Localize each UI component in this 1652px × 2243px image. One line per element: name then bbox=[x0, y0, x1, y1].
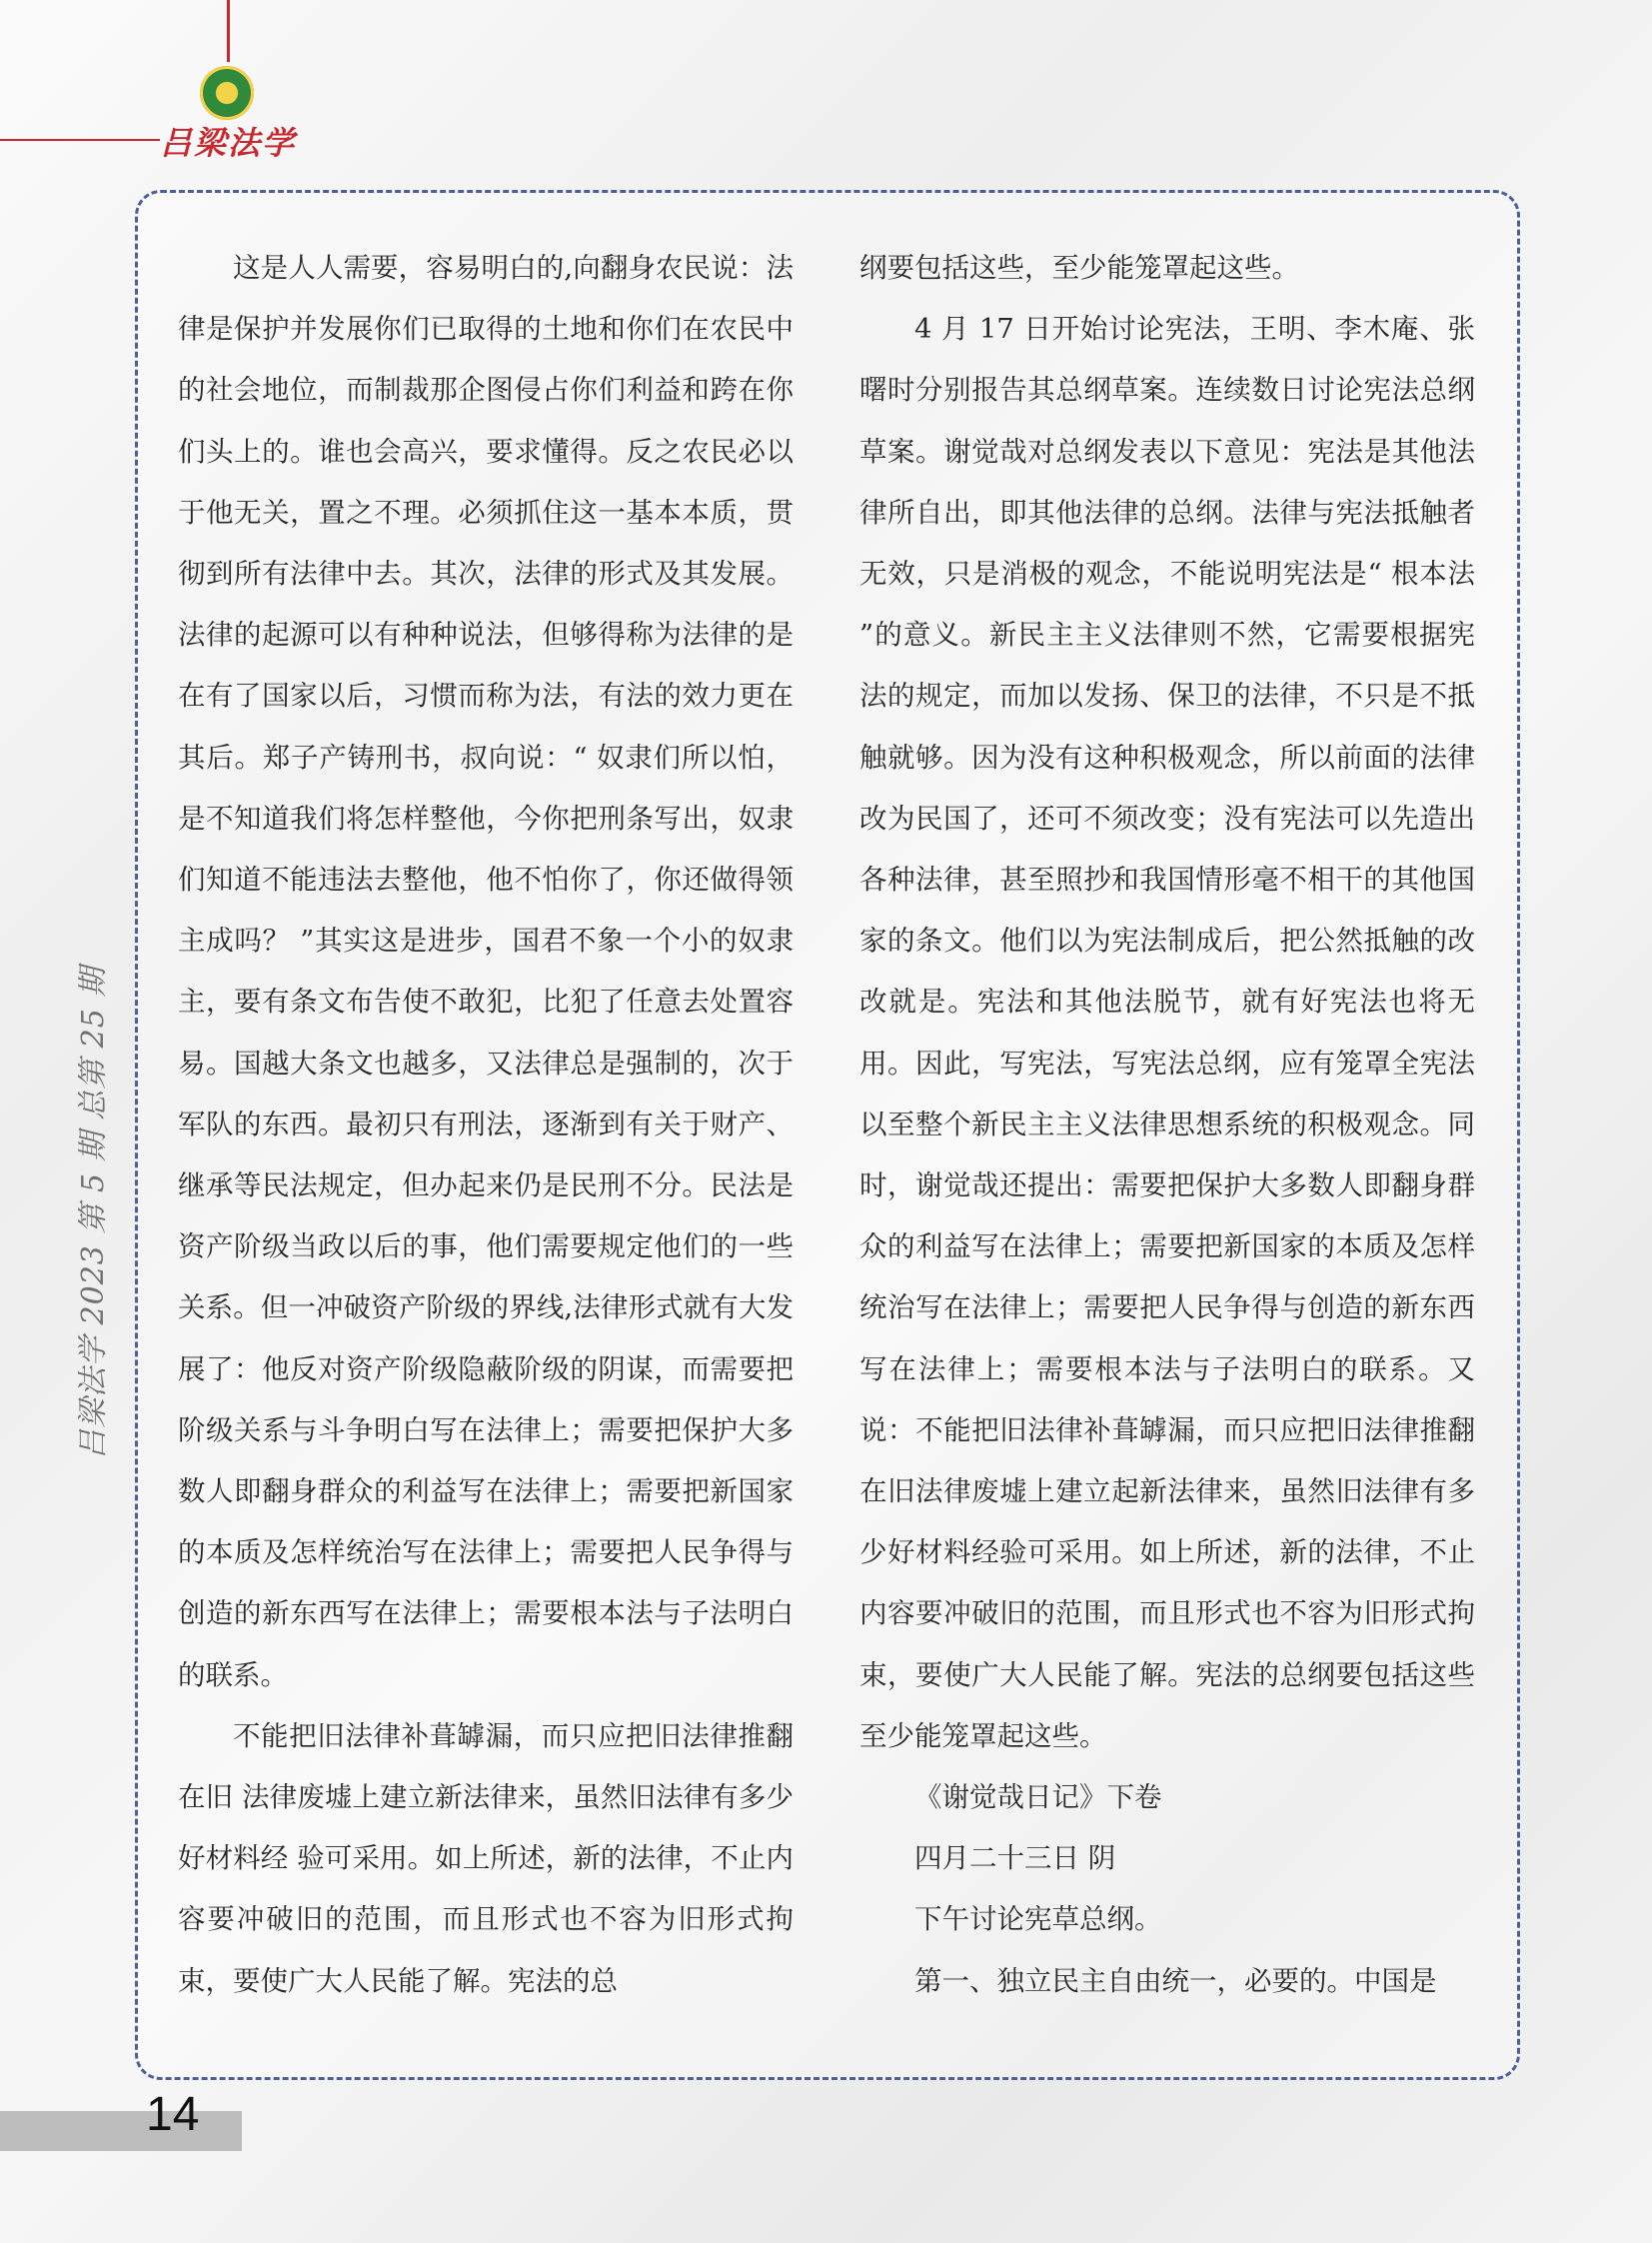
header-red-horizontal-line bbox=[0, 139, 160, 141]
left-column bbox=[178, 238, 794, 2012]
journal-issue-info: 吕梁法学 2023 第 5 期 总第 25 期 bbox=[76, 966, 111, 1459]
header-red-vertical-line bbox=[227, 0, 230, 62]
page-number-bar bbox=[0, 2111, 242, 2151]
right-diary-date: 四月二十三日 阴 bbox=[914, 1842, 1116, 1875]
right-paragraph-1: 4 月 17 日开始讨论宪法，王明、李木庵、张曙时分别报告其总纲草案。连续数日讨论宪法总纲草案。谢觉哉对总纲发表以下意见：宪法是其他法律所自出，即其他法律的总纲。法律与宪法抵触者无效，只是消极的观念，不能说明宪法是“ 根本法 ”的意义。新民主主义法律则不然，它需要根据宪法的规定，而加以发扬、保卫的法律，不只是不抵触就够。因为没有这种积极观念，所以前面的法律改为民国了，还可不须改变；没有宪法可以先造出各种法律，甚至照抄和我国情形毫不相干的其他国家的条文。他们以为宪法制成后，把公然抵触的改改就是。宪法和其他法脱节，就有好宪法也将无用。因此，写宪法，写宪法总纲，应有笼罩全宪法以至整个新民主主义法律思想系统的积极观念。同时，谢觉哉还提出：需要把保护大多数人即翻身群众的利益写在法律上；需要把新国家的本质及怎样统治写在法律上；需要把人民争得与创造的新东西写在法律上；需要根本法与子法明白的联系。又说：不能把旧法律补葺罅漏，而只应把旧法律推翻在旧法律废墟上建立起新法律来，虽然旧法律有多少好材料经验可采用。如上所述，新的法律，不止内容要冲破旧的范围，而且形式也不容为旧形式拘束，要使广大人民能了解。宪法的总纲要包括这些至少能笼罩起这些。 bbox=[859, 313, 1475, 1752]
left-paragraph-1: 这是人人需要，容易明白的,向翻身农民说：法律是保护并发展你们已取得的土地和你们在农民中的社会地位，而制裁那企图侵占你们利益和跨在你们头上的。谁也会高兴，要求懂得。反之农民必以于他无关，置之不理。必须抓住这一基本本质，贯彻到所有法律中去。其次，法律的形式及其发展。法律的起源可以有种种说法，但够得称为法律的是在有了国家以后，习惯而称为法，有法的效力更在其后。郑子产铸刑书，叔向说：“ 奴隶们所以怕，是不知道我们将怎样整他，今你把刑条写出，奴隶们知道不能违法去整他，他不怕你了，你还做得领主成吗？ ”其实这是进步，国君不象一个小的奴隶主，要有条文布告使不敢犯，比犯了任意去处置容易。国越大条文也越多，又法律总是强制的，次于军队的东西。最初只有刑法，逐渐到有关于财产、继承等民法规定，但办起来仍是民刑不分。民法是资产阶级当政以后的事，他们需要规定他们的一些关系。但一冲破资产阶级的界线,法律形式就有大发展了：他反对资产阶级隐蔽阶级的阴谋，而需要把阶级关系与斗争明白写在法律上；需要把保护大多数人即翻身群众的利益写在法律上；需要把新国家的本质及怎样统治写在法律上；需要把人民争得与创造的新东西写在法律上；需要根本法与子法明白的联系。 bbox=[178, 252, 794, 1691]
right-diary-point-1: 第一、独立民主自由统一，必要的。中国是 bbox=[914, 1964, 1437, 1997]
page-number: 14 bbox=[146, 2088, 200, 2141]
right-column bbox=[859, 238, 1475, 2012]
journal-emblem-icon bbox=[200, 66, 254, 120]
left-paragraph-2: 不能把旧法律补葺罅漏，而只应把旧法律推翻在旧 法律废墟上建立新法律来，虽然旧法律有多少好材料经 验可采用。如上所述，新的法律，不止内容要冲破旧的范围，而且形式也不容为旧形式拘束，要使广大人民能了解。宪法的总 bbox=[178, 1719, 794, 1997]
right-continuation: 纲要包括这些，至少能笼罩起这些。 bbox=[859, 252, 1299, 284]
journal-logo-text: 吕梁法学 bbox=[160, 124, 297, 162]
right-diary-entry: 下午讨论宪草总纲。 bbox=[914, 1903, 1162, 1936]
right-diary-title: 《谢觉哉日记》下卷 bbox=[914, 1781, 1162, 1814]
